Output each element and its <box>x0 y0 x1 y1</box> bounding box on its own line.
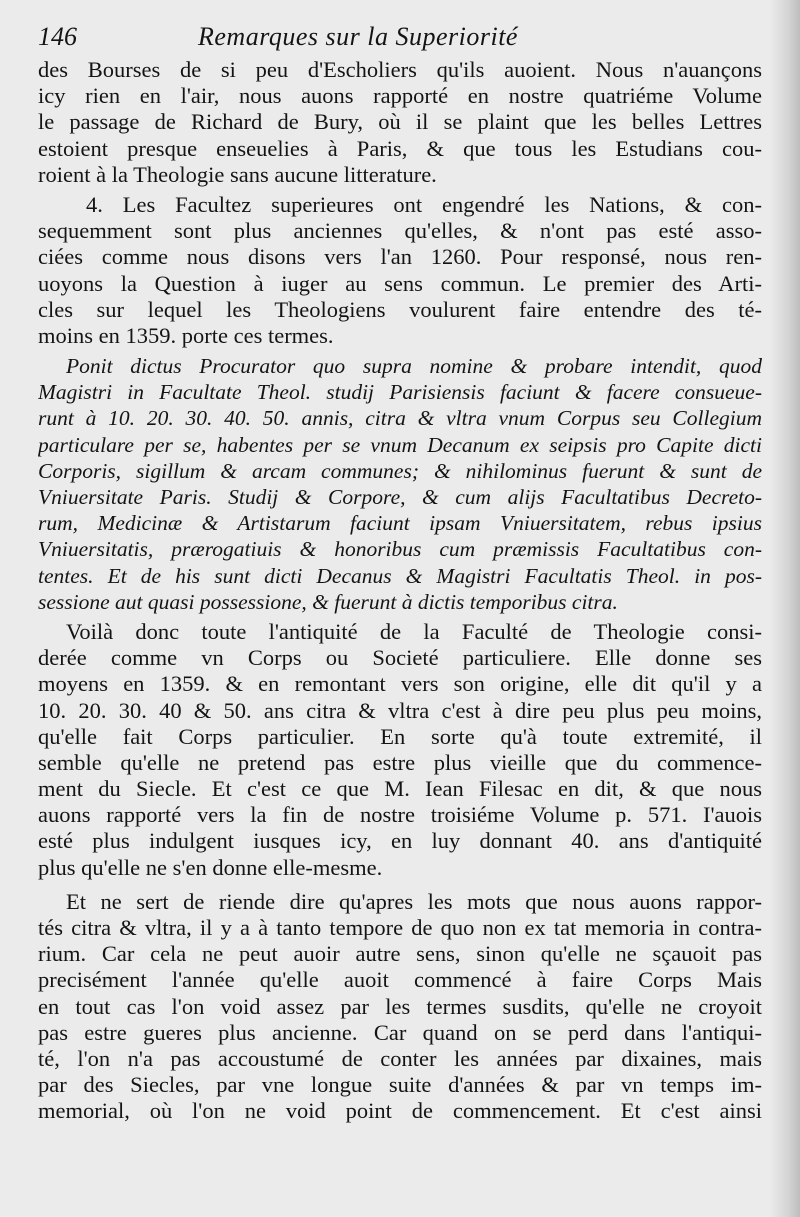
text-line: derée comme vn Corps ou Societé particuliere. Elle donne ses <box>38 645 762 671</box>
text-line: cles sur lequel les Theologiens voulurent faire entendre des té- <box>38 296 762 322</box>
text-line: runt à 10. 20. 30. 40. 50. annis, citra & vltra vnum Corpus seu Collegium <box>38 406 762 431</box>
text-line: esté plus indulgent iusques icy, en luy donnant 40. ans d'antiquité <box>38 828 762 854</box>
text-line: ment du Siecle. Et c'est ce que M. Iean Filesac en dit, & que nous <box>38 776 762 802</box>
text-line: sequemment sont plus anciennes qu'elles, & n'ont pas esté asso- <box>38 218 762 244</box>
text-line: 10. 20. 30. 40 & 50. ans citra & vltra c'est à dire peu plus peu moins, <box>38 697 762 723</box>
text-line: tentes. Et de his sunt dicti Decanus & Magistri Facultatis Theol. in pos- <box>38 563 762 588</box>
text-line: uoyons la Question à iuger au sens commun. Le premier des Arti- <box>38 270 762 296</box>
text-line: le passage de Richard de Bury, où il se plaint que les belles Lettres <box>38 109 762 135</box>
text-line: pas estre gueres plus ancienne. Car quand on se perd dans l'antiqui- <box>38 1019 762 1045</box>
text-line: qu'elle fait Corps particulier. En sorte qu'à toute extremité, il <box>38 723 762 749</box>
text-line: roient à la Theologie sans aucune litterature. <box>38 161 437 187</box>
paragraph-1 <box>38 57 762 188</box>
text-line: Vniuersitate Paris. Studij & Corpore, & cum alijs Facultatibus Decreto- <box>38 485 762 509</box>
text-line: moins en 1359. porte ces termes. <box>38 322 334 348</box>
text-line: Et ne sert de riende dire qu'apres les mots que nous auons rappor- <box>66 888 762 914</box>
text-line: Voilà donc toute l'antiquité de la Faculté de Theologie consi- <box>66 618 762 644</box>
text-line: precisément l'année qu'elle auoit commencé à faire Corps Mais <box>38 967 762 993</box>
text-line: particulare per se, habentes per se vnum Decanum ex seipsis pro Capite dicti <box>38 432 762 457</box>
text-line: par des Siecles, par vne longue suite d'années & par vn temps im- <box>38 1072 762 1098</box>
paragraph-4 <box>38 889 762 1125</box>
text-line: des Bourses de si peu d'Escholiers qu'ils auoient. Nous n'auançons <box>38 57 762 82</box>
text-line: icy rien en l'air, nous auons rapporté en nostre quatriéme Volume <box>38 83 762 109</box>
text-line: sessione aut quasi possessione, & fuerunt à dictis temporibus citra. <box>38 589 618 614</box>
latin-quotation <box>38 353 762 615</box>
text-line: 4. Les Facultez superieures ont engendré les Nations, & con- <box>86 191 762 217</box>
paragraph-2 <box>38 192 762 349</box>
page-number: 146 <box>38 22 77 51</box>
page-header <box>38 20 758 60</box>
running-head: Remarques sur la Superiorité <box>198 22 518 51</box>
text-line: en tout cas l'on void assez par les termes susdits, qu'elle ne croyoit <box>38 993 762 1019</box>
text-line: Magistri in Facultate Theol. studij Parisiensis faciunt & facere consueue- <box>38 380 762 405</box>
facing-page-bleed <box>770 0 800 1217</box>
text-line: tés citra & vltra, il y a à tanto tempore de quo non ex tat memoria in contra- <box>38 915 762 940</box>
text-line: té, l'on n'a pas accoustumé de conter les années par dixaines, mais <box>38 1045 762 1071</box>
text-line: memorial, où l'on ne void point de commencement. Et c'est ainsi <box>38 1098 762 1124</box>
paragraph-3 <box>38 619 762 881</box>
text-line: plus qu'elle ne s'en donne elle-mesme. <box>38 854 383 880</box>
text-line: estoient presque enseuelies à Paris, & que tous les Estudians cou- <box>38 135 762 161</box>
text-line: rium. Car cela ne peut auoir autre sens, sinon qu'elle ne sçauoit pas <box>38 941 762 967</box>
text-line: moyens en 1359. & en remontant vers son origine, elle dit qu'il y a <box>38 671 762 697</box>
text-line: ciées comme nous disons vers l'an 1260. Pour responsé, nous ren- <box>38 244 762 270</box>
text-line: Vniuersitatis, prærogatiuis & honoribus cum præmissis Facultatibus con- <box>38 537 762 562</box>
text-line: Corporis, sigillum & arcam communes; & nihilominus fuerunt & sunt de <box>38 458 762 483</box>
text-line: Ponit dictus Procurator quo supra nomine & probare intendit, quod <box>66 354 762 379</box>
text-line: semble qu'elle ne pretend pas estre plus vieille que du commence- <box>38 749 762 775</box>
text-line: auons rapporté vers la fin de nostre troisiéme Volume p. 571. I'auois <box>38 802 762 828</box>
page-body <box>38 57 762 1125</box>
text-line: rum, Medicinæ & Artistarum faciunt ipsam Vniuersitatem, rebus ipsius <box>38 511 762 536</box>
